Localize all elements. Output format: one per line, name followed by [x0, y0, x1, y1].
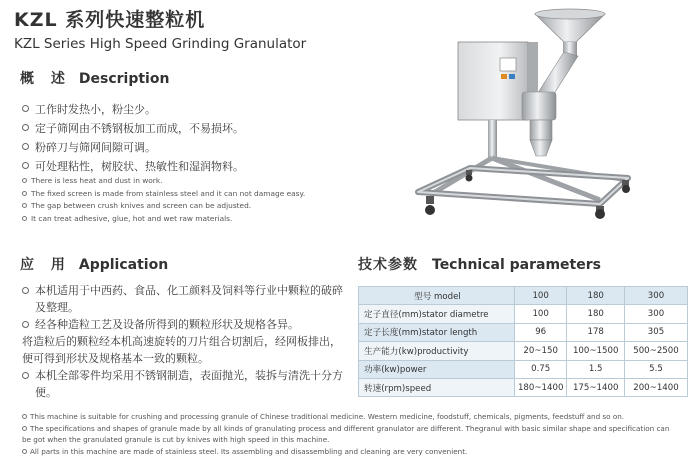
- application-paragraph-en: All parts in this machine are made of stainless steel. Its assembling and disassembling and cleaning are very convenient.: [22, 446, 669, 458]
- table-cell: 300: [624, 287, 687, 305]
- table-cell: 定子直径(mm)stator diametre: [359, 305, 515, 323]
- product-title-cn: KZL 系列快速整粒机: [14, 9, 206, 31]
- table-cell: 转速(rpm)speed: [359, 378, 515, 396]
- list-item: There is less heat and dust in work.: [22, 175, 305, 188]
- application-heading-cn: 应 用: [20, 257, 71, 273]
- application-text-en: [22, 411, 669, 457]
- table-cell: 300: [624, 305, 687, 323]
- application-paragraph: 本机适用于中西药、食品、化工颜料及饲料等行业中颗粒的破碎及整理。: [22, 282, 344, 316]
- table-cell: 型号 model: [359, 287, 515, 305]
- description-list-cn: [22, 100, 244, 176]
- table-cell: 100~1500: [567, 342, 625, 360]
- application-paragraph: 经各种造粒工艺及设备所得到的颗粒形状及规格各异。: [22, 316, 344, 333]
- list-item: 定子筛网由不锈钢板加工而成，不易损坏。: [22, 119, 244, 138]
- table-cell: 生产能力(kw)productivity: [359, 342, 515, 360]
- table-cell: 定子长度(mm)stator length: [359, 323, 515, 341]
- table-cell: 200~1400: [624, 378, 687, 396]
- application-paragraph-en: be got when the granulated granule is cut by knives with high speed in this machine.: [22, 435, 330, 444]
- description-heading-cn: 概 述: [20, 71, 71, 87]
- table-row: [359, 378, 688, 396]
- tech-heading-en: Technical parameters: [432, 257, 601, 273]
- table-cell: 175~1400: [567, 378, 625, 396]
- list-item: 粉碎刀与筛网间隙可调。: [22, 138, 244, 157]
- description-heading-en: Description: [78, 71, 170, 87]
- table-cell: 100: [514, 287, 566, 305]
- application-paragraph-en: This machine is suitable for crushing and processing granule of Chinese traditional medicine. Western medicine, foodstuff, chemicals, pigments, feedstuff and so on.: [22, 411, 669, 423]
- tech-parameters-table: [358, 286, 688, 397]
- list-item: The gap between crush knives and screen can be adjusted.: [22, 200, 305, 213]
- table-cell: 0.75: [514, 360, 566, 378]
- product-title-en: KZL Series High Speed Grinding Granulator: [14, 36, 307, 52]
- table-row: [359, 323, 688, 341]
- table-cell: 100: [514, 305, 566, 323]
- table-cell: 96: [514, 323, 566, 341]
- application-heading-en: Application: [78, 257, 169, 273]
- table-cell: 5.5: [624, 360, 687, 378]
- list-item: It can treat adhesive, glue, hot and wet raw materials.: [22, 213, 305, 226]
- table-row: [359, 342, 688, 360]
- application-text-cn: [22, 282, 344, 401]
- list-item: 可处理粘性，树胶状、热敏性和湿润物料。: [22, 157, 244, 176]
- description-list-en: [22, 175, 305, 225]
- machine-photo: [400, 0, 700, 225]
- table-row: [359, 360, 688, 378]
- table-row: [359, 305, 688, 323]
- description-heading: [20, 68, 169, 88]
- table-cell: 180: [567, 287, 625, 305]
- table-cell: 500~2500: [624, 342, 687, 360]
- tech-heading-cn: 技术参数: [358, 257, 418, 273]
- application-paragraph: 将造粒后的颗粒经本机高速旋转的刀片组合切割后，经网板排出，便可得到形状及规格基本一致的颗粒。: [22, 335, 341, 365]
- table-cell: 180: [567, 305, 625, 323]
- table-header-row: [359, 287, 688, 305]
- table-cell: 20~150: [514, 342, 566, 360]
- table-cell: 180~1400: [514, 378, 566, 396]
- list-item: 工作时发热小，粉尘少。: [22, 100, 244, 119]
- table-cell: 1.5: [567, 360, 625, 378]
- table-cell: 305: [624, 323, 687, 341]
- table-cell: 功率(kw)power: [359, 360, 515, 378]
- application-paragraph: 本机全部零件均采用不锈钢制造，表面抛光，装拆与清洗十分方便。: [22, 367, 344, 401]
- tech-heading: [358, 254, 601, 274]
- table-cell: 178: [567, 323, 625, 341]
- application-heading: [20, 254, 168, 274]
- application-paragraph-en: The specifications and shapes of granule made by all kinds of granulating process and different granulator are different. Thegranul with basic similar shape and specification can: [22, 423, 669, 435]
- list-item: The fixed screen is made from stainless steel and it can not damage easy.: [22, 188, 305, 201]
